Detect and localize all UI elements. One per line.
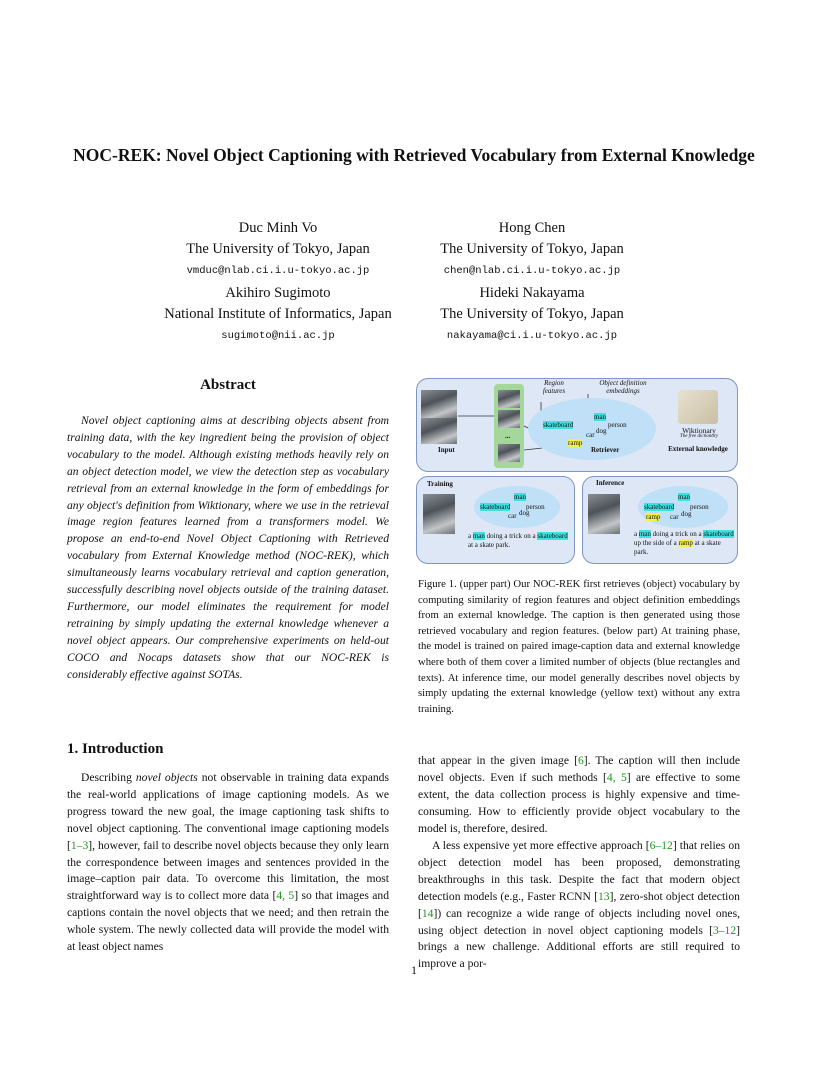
ellipsis-label: ...	[505, 432, 511, 440]
text-emphasis: novel objects	[135, 771, 198, 784]
text-span: ] so that images and captions contain the novel objects that we need; and then retrain the whole system. The newly collected data will provide the model with at least object names	[67, 889, 389, 954]
text-span: up the side of a	[634, 539, 679, 547]
highlight-word: ramp	[678, 539, 693, 547]
author-affiliation: National Institute of Informatics, Japan	[164, 306, 392, 322]
text-span: at a skate park.	[468, 541, 510, 549]
infer-word-man: man	[678, 493, 691, 501]
citation-link[interactable]: 4, 5	[276, 889, 295, 903]
author-name: Duc Minh Vo	[238, 220, 318, 236]
author-name: Hideki Nakayama	[479, 285, 585, 301]
citation-link[interactable]: 4, 5	[606, 770, 627, 784]
page-number: 1	[411, 963, 417, 977]
training-label: Training	[427, 480, 453, 488]
train-word-car: car	[508, 512, 517, 520]
intro-paragraph-2	[418, 753, 740, 838]
inference-caption	[634, 530, 734, 557]
figure-1-caption: Figure 1. (upper part) Our NOC-REK first retrieves (object) vocabulary by computing similarity of region features and object definition embeddings from an external knowledge. The caption is then generated using those retrieved vocabulary and region features. (below part) At training phase, the model is trained on paired image-caption data and external knowledge where both of them cover a limited number of objects (blue rectangles and texts). At inference time, our model generally describes novel objects by simply updating the external knowledge (yellow text) without any extra training.	[418, 578, 740, 715]
text-span: ]) can recognize a wide range of objects including novel ones, using object detection in novel object captioning models [	[418, 906, 740, 937]
text-span: ]. The caption will then include novel objects. Even if such methods [	[418, 754, 741, 784]
author-affiliation: The University of Tokyo, Japan	[186, 241, 370, 257]
citation-link[interactable]: 14	[421, 906, 434, 920]
train-word-dog: dog	[519, 509, 530, 517]
text-span: doing a trick on a	[650, 530, 704, 538]
citation-link[interactable]: 6–12	[649, 839, 673, 852]
object-definition-label: Object definition embeddings	[599, 379, 647, 395]
intro-paragraph-3	[418, 838, 740, 973]
paper-title: NOC-REK: Novel Object Captioning with Retrieved Vocabulary from External Knowledge	[73, 145, 755, 165]
author-email[interactable]: chen@nlab.ci.i.u-tokyo.ac.jp	[443, 265, 621, 277]
intro-heading: 1. Introduction	[67, 741, 164, 757]
retriever-label: Retriever	[591, 446, 620, 454]
word-car: car	[586, 431, 595, 439]
wiktionary-subtitle: The free dictionary	[679, 434, 719, 439]
highlight-word: skateboard	[703, 530, 734, 538]
figure-1	[416, 376, 740, 568]
author-email[interactable]: nakayama@ci.i.u-tokyo.ac.jp	[446, 330, 618, 342]
text-span: that appear in the given image [	[418, 754, 578, 767]
word-man: man	[594, 413, 607, 421]
text-span: A less expensive yet more effective approach [	[432, 839, 650, 852]
text-span: ], however, fail to describe novel objects because they only learn the correspondence between images and sentences provided in the image–caption pair data. To overcome this limitation, the most straightforward way is to collect more data [	[67, 838, 389, 903]
text-span: doing a trick on a	[484, 532, 538, 540]
text-span: at a skate park.	[634, 539, 721, 556]
infer-word-car: car	[670, 513, 679, 521]
text-span: ] that relies on object detection model has been proposed, demonstrating breakthroughs in this task. Despite the fact that modern object detection models (e.g., Faster RCNN [	[418, 839, 740, 903]
text-span: ] are effective to some extent, the data collection process is highly expensive and time-consuming. How to efficiently provide object vocabulary to the model is, therefore, desired.	[418, 770, 740, 835]
author-affiliation: The University of Tokyo, Japan	[440, 306, 624, 322]
text-span: Describing	[81, 771, 136, 784]
infer-word-person: person	[690, 503, 709, 511]
text-span: a	[634, 530, 639, 538]
wiktionary-logo	[678, 390, 718, 424]
highlight-word: man	[638, 530, 651, 538]
highlight-word: man	[472, 532, 485, 540]
train-word-man: man	[514, 493, 527, 501]
author-block-4	[372, 283, 692, 345]
word-dog: dog	[596, 427, 607, 435]
citation-link[interactable]: 6	[577, 754, 584, 767]
infer-word-skateboard: skateboard	[644, 503, 675, 511]
word-person: person	[608, 421, 627, 429]
inference-label: Inference	[596, 479, 625, 487]
wiktionary-label: Wiktionary	[682, 426, 716, 435]
text-span: ] brings a new challenge. Additional efforts are still required to improve a por-	[418, 923, 740, 971]
author-block-2	[372, 218, 692, 280]
text-span: not observable in training data expands the real-world applications of image captioning models. As we progress toward the new goal, the image captioning task shifts to novel object captioning. The conventional image captioning models [	[67, 771, 389, 852]
word-ramp: ramp	[568, 439, 583, 447]
citation-link[interactable]: 3–12	[712, 923, 737, 937]
abstract-heading: Abstract	[200, 377, 256, 393]
author-affiliation: The University of Tokyo, Japan	[440, 241, 624, 257]
word-skateboard: skateboard	[543, 421, 574, 429]
highlight-word: skateboard	[537, 532, 568, 540]
author-name: Akihiro Sugimoto	[225, 285, 331, 301]
training-caption	[468, 532, 568, 550]
abstract-text: Novel object captioning aims at describing objects absent from training data, with the key ingredient being the provision of object vocabulary to the model. Although existing methods heavily rely on an object detection model, we view the detection step as vocabulary retrieval from an external knowledge in the form of embeddings for any object's definition from Wiktionary, where we use in the retrieval image region features learned from a transformers model. We propose an end-to-end Novel Object Captioning with Retrieved vocabulary from External Knowledge method (NOC-REK), which simultaneously learns vocabulary retrieval and caption generation, successfully describing novel objects outside of the training dataset. Furthermore, our model eliminates the requirement for model retraining by simply updating the external knowledge whenever a novel object appears. Our comprehensive experiments on held-out COCO and Nocaps datasets show that our NOC-REK is considerably effective against SOTAs.	[67, 414, 389, 681]
author-email[interactable]: sugimoto@nii.ac.jp	[221, 330, 335, 342]
region-features-label: Region features	[542, 379, 566, 395]
train-word-person: person	[526, 503, 545, 511]
training-image	[423, 494, 455, 534]
text-span: a	[468, 532, 473, 540]
author-name: Hong Chen	[498, 220, 566, 236]
input-label: Input	[438, 446, 455, 454]
infer-word-dog: dog	[681, 510, 692, 518]
external-knowledge-label: External knowledge	[668, 445, 728, 453]
infer-word-ramp: ramp	[646, 513, 661, 521]
author-email[interactable]: vmduc@nlab.ci.i.u-tokyo.ac.jp	[186, 265, 370, 277]
intro-paragraph-1	[67, 770, 389, 956]
text-span: ], zero-shot object detection [	[418, 889, 740, 920]
citation-link[interactable]: 13	[598, 889, 610, 903]
train-word-skateboard: skateboard	[480, 503, 511, 511]
inference-image	[588, 494, 620, 534]
citation-link[interactable]: 1–3	[70, 838, 89, 852]
